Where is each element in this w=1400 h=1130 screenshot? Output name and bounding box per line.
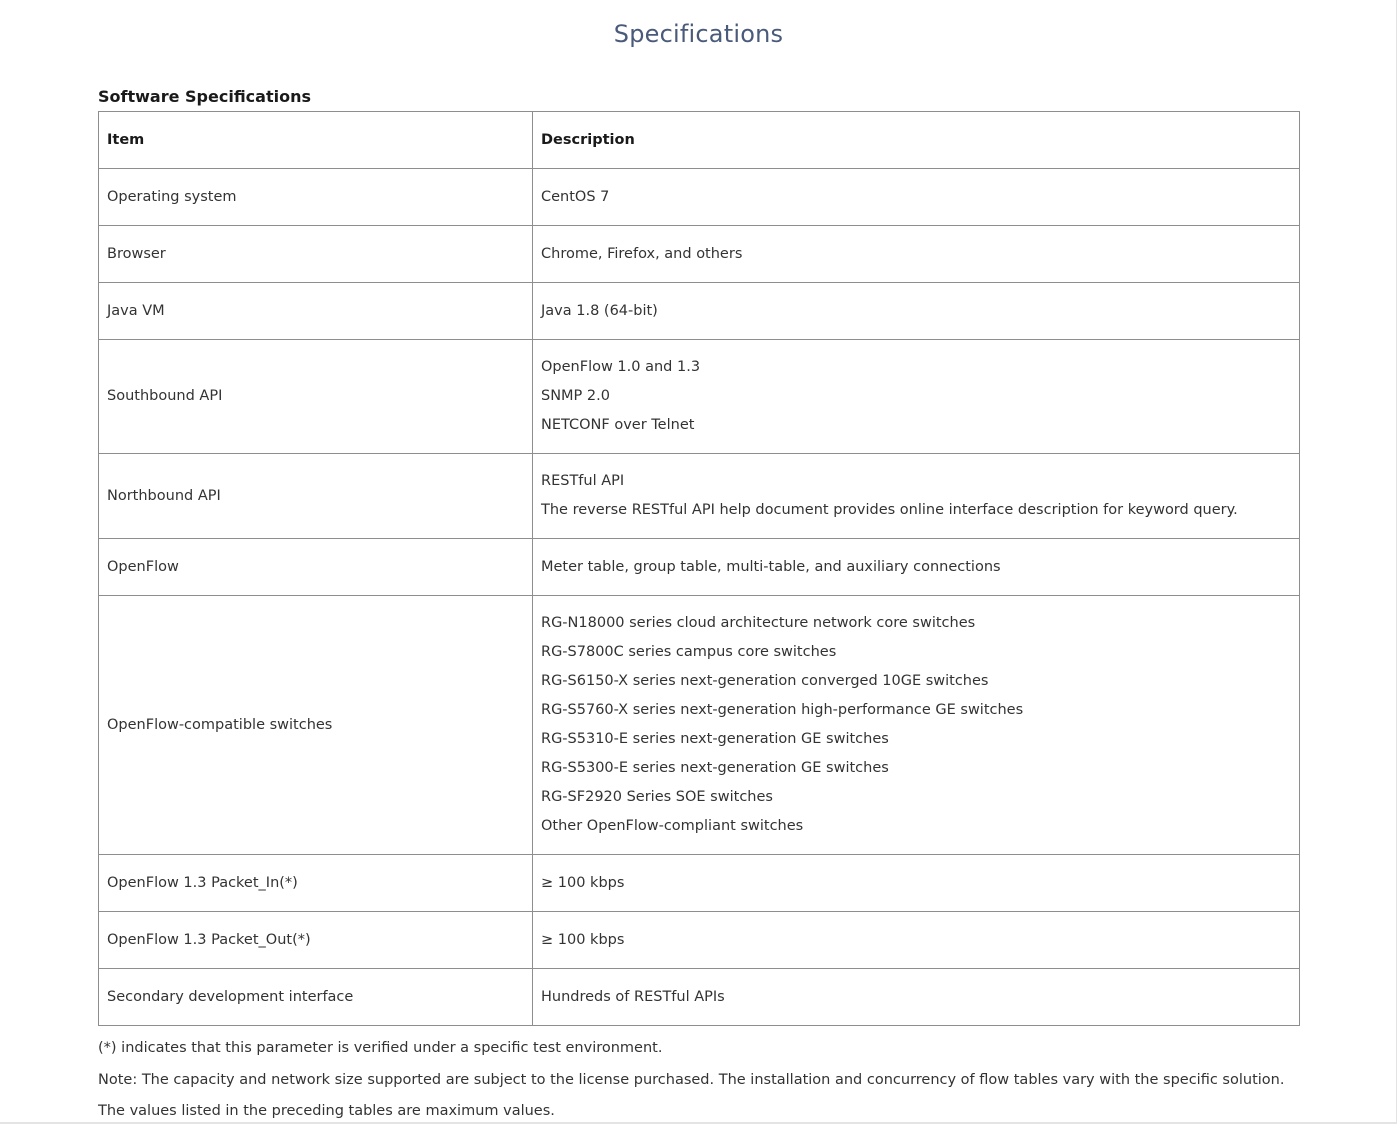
description-line: RG-S6150-X series next-generation converged 10GE switches bbox=[541, 673, 989, 689]
description-line: RESTful API bbox=[541, 473, 625, 489]
description-line: Hundreds of RESTful APIs bbox=[541, 988, 725, 1005]
section-title: Software Specifications bbox=[98, 87, 311, 106]
note-license: Note: The capacity and network size supported are subject to the license purchased. The installation and concurrency of flow tables vary with the specific solution. bbox=[98, 1071, 1285, 1088]
item-cell: Northbound API bbox=[99, 454, 533, 539]
table-header-row bbox=[99, 112, 1300, 169]
table-row bbox=[99, 596, 1300, 855]
table-row bbox=[99, 454, 1300, 539]
description-line: NETCONF over Telnet bbox=[541, 417, 695, 433]
item-cell: Browser bbox=[99, 226, 533, 283]
item-cell: Java VM bbox=[99, 283, 533, 340]
description-cell bbox=[533, 454, 1300, 539]
table-row bbox=[99, 912, 1300, 969]
software-specifications-table bbox=[98, 111, 1300, 1026]
item-cell: OpenFlow 1.3 Packet_In(*) bbox=[99, 855, 533, 912]
description-line: OpenFlow 1.0 and 1.3 bbox=[541, 359, 701, 375]
description-line: RG-S5300-E series next-generation GE switches bbox=[541, 760, 889, 776]
description-line: Other OpenFlow-compliant switches bbox=[541, 818, 804, 834]
description-line: The reverse RESTful API help document provides online interface description for keyword query. bbox=[541, 502, 1238, 518]
description-cell bbox=[533, 226, 1300, 283]
description-line: RG-S5310-E series next-generation GE switches bbox=[541, 731, 889, 747]
table-row bbox=[99, 169, 1300, 226]
item-cell: Operating system bbox=[99, 169, 533, 226]
table-row bbox=[99, 340, 1300, 454]
item-cell: OpenFlow-compatible switches bbox=[99, 596, 533, 855]
description-line: RG-S7800C series campus core switches bbox=[541, 644, 837, 660]
table-row bbox=[99, 855, 1300, 912]
table-row bbox=[99, 969, 1300, 1026]
item-cell: OpenFlow 1.3 Packet_Out(*) bbox=[99, 912, 533, 969]
description-line: SNMP 2.0 bbox=[541, 388, 610, 404]
description-line: ≥ 100 kbps bbox=[541, 874, 625, 891]
note-test-environment: (*) indicates that this parameter is verified under a specific test environment. bbox=[98, 1040, 663, 1056]
description-line: RG-N18000 series cloud architecture network core switches bbox=[541, 615, 976, 631]
description-cell bbox=[533, 283, 1300, 340]
description-cell bbox=[533, 596, 1300, 855]
description-cell bbox=[533, 855, 1300, 912]
table-body bbox=[99, 169, 1300, 1026]
description-line: RG-S5760-X series next-generation high-performance GE switches bbox=[541, 702, 1024, 718]
column-header-description: Description bbox=[533, 112, 1300, 169]
description-cell bbox=[533, 969, 1300, 1026]
table-row bbox=[99, 539, 1300, 596]
table-row bbox=[99, 226, 1300, 283]
item-cell: Southbound API bbox=[99, 340, 533, 454]
description-cell bbox=[533, 539, 1300, 596]
description-line: Java 1.8 (64-bit) bbox=[541, 302, 658, 319]
description-cell bbox=[533, 912, 1300, 969]
item-cell: Secondary development interface bbox=[99, 969, 533, 1026]
notes bbox=[98, 1035, 1284, 1130]
column-header-item: Item bbox=[99, 112, 533, 169]
description-line: Chrome, Firefox, and others bbox=[541, 245, 743, 262]
item-cell: OpenFlow bbox=[99, 539, 533, 596]
table-row bbox=[99, 283, 1300, 340]
description-cell bbox=[533, 340, 1300, 454]
description-line: CentOS 7 bbox=[541, 188, 610, 205]
description-line: Meter table, group table, multi-table, and auxiliary connections bbox=[541, 558, 1001, 575]
page-title: Specifications bbox=[613, 20, 784, 48]
description-line: RG-SF2920 Series SOE switches bbox=[541, 789, 773, 805]
description-cell bbox=[533, 169, 1300, 226]
note-maximum-values: The values listed in the preceding tables are maximum values. bbox=[98, 1103, 555, 1119]
description-line: ≥ 100 kbps bbox=[541, 931, 625, 948]
